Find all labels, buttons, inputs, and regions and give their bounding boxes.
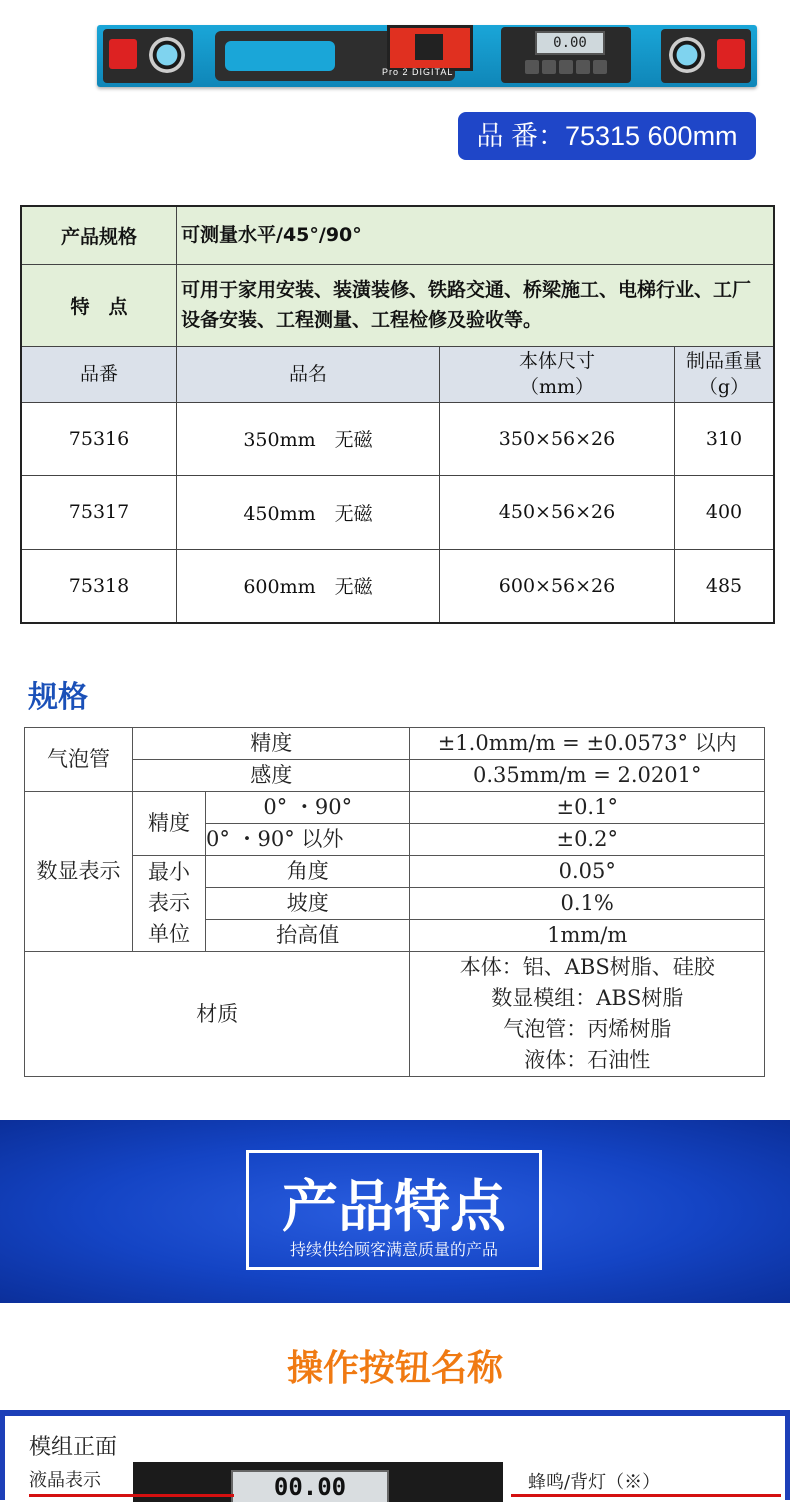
level-button [542, 60, 556, 74]
banner-subtitle: 持续供给顾客满意质量的产品 [289, 1240, 498, 1259]
min-unit-line: 最小 [148, 860, 190, 884]
product-table [20, 205, 775, 624]
rise-value: 1mm/m [410, 920, 765, 952]
precision-label: 精度 [133, 728, 410, 760]
spec-table [24, 727, 765, 1077]
banner-frame [246, 1150, 542, 1270]
level-lcd-readout: 0.00 [535, 31, 605, 55]
min-unit-line: 表示 [148, 891, 190, 915]
level-vial [387, 25, 473, 71]
table-row [21, 402, 774, 475]
right-eye-tag [717, 39, 745, 69]
header-weight: 制品重量 （g） [675, 346, 775, 402]
buzzer-backlight-label: 蜂鸣/背灯（※） [528, 1472, 661, 1493]
feature-label: 特 点 [21, 264, 177, 346]
table-row [21, 475, 774, 549]
slope-value: 0.1% [410, 888, 765, 920]
angle-label: 角度 [206, 856, 410, 888]
features-banner [0, 1120, 790, 1303]
cell-size: 350×56×26 [440, 402, 675, 475]
spec-section-title: 规格 [28, 680, 88, 715]
cell-weight: 485 [675, 549, 775, 623]
level-digital-display [501, 27, 631, 83]
module-lcd: 00.00 [231, 1470, 389, 1502]
rise-label: 抬高值 [206, 920, 410, 952]
module-front-label: 模组正面 [29, 1435, 118, 1460]
material-line: 数显模组：ABS树脂 [491, 986, 684, 1010]
spec-value: 可测量水平/45°/90° [177, 206, 775, 264]
cell-size: 450×56×26 [440, 475, 675, 549]
right-bubble-eye-icon [669, 37, 705, 73]
sensitivity-value: 0.35mm/m = 2.0201° [410, 760, 765, 792]
angle-0-90-value: ±0.1° [410, 792, 765, 824]
cell-name: 450mm 无磁 [177, 475, 440, 549]
level-product-image [97, 25, 757, 87]
material-line: 液体：石油性 [524, 1048, 651, 1072]
digital-precision-label: 精度 [133, 792, 206, 856]
slope-label: 坡度 [206, 888, 410, 920]
cell-part-no: 75318 [21, 549, 177, 623]
sensitivity-label: 感度 [133, 760, 410, 792]
level-brand-text: Pro 2 DIGITAL [382, 67, 454, 77]
angle-value: 0.05° [410, 856, 765, 888]
cell-name: 600mm 无磁 [177, 549, 440, 623]
cell-weight: 400 [675, 475, 775, 549]
min-unit-line: 单位 [148, 922, 190, 946]
header-part-no: 品番 [21, 346, 177, 402]
material-line: 气泡管：丙烯树脂 [503, 1017, 672, 1041]
spec-label: 产品规格 [21, 206, 177, 264]
table-row [21, 549, 774, 623]
min-display-unit-label [133, 856, 206, 952]
level-button [593, 60, 607, 74]
level-button [559, 60, 573, 74]
level-button [525, 60, 539, 74]
level-right-end-cap [661, 29, 751, 83]
operation-panel [0, 1410, 790, 1500]
callout-line-left [29, 1494, 234, 1497]
cell-size: 600×56×26 [440, 549, 675, 623]
header-name: 品名 [177, 346, 440, 402]
model-number-badge: 品 番：75315 600mm [458, 112, 756, 160]
level-left-end-cap [103, 29, 193, 83]
angle-0-90-label: 0° ・90° [206, 792, 410, 824]
left-eye-tag [109, 39, 137, 69]
bubble-vial-label: 气泡管 [25, 728, 133, 792]
level-display-buttons [525, 59, 610, 78]
cell-name: 350mm 无磁 [177, 402, 440, 475]
material-value [410, 952, 765, 1077]
material-label: 材质 [25, 952, 410, 1077]
callout-line-right [511, 1494, 781, 1497]
material-line: 本体：铝、ABS树脂、硅胶 [459, 955, 715, 979]
operation-panel-inner [5, 1416, 785, 1500]
digital-display-label: 数显表示 [25, 792, 133, 952]
cell-weight: 310 [675, 402, 775, 475]
angle-other-value: ±0.2° [410, 824, 765, 856]
angle-other-label: 0° ・90° 以外 [206, 824, 410, 856]
operation-section-title: 操作按钮名称 [286, 1348, 503, 1389]
lcd-display-label: 液晶表示 [29, 1470, 101, 1491]
precision-value: ±1.0mm/m = ±0.0573° 以内 [410, 728, 765, 760]
left-bubble-eye-icon [149, 37, 185, 73]
feature-value: 可用于家用安装、装潢装修、铁路交通、桥梁施工、电梯行业、工厂设备安装、工程测量、工程检修及验收等。 [177, 264, 775, 346]
cell-part-no: 75316 [21, 402, 177, 475]
level-button [576, 60, 590, 74]
header-size: 本体尺寸 （mm） [440, 346, 675, 402]
banner-title: 产品特点 [282, 1175, 506, 1240]
cell-part-no: 75317 [21, 475, 177, 549]
